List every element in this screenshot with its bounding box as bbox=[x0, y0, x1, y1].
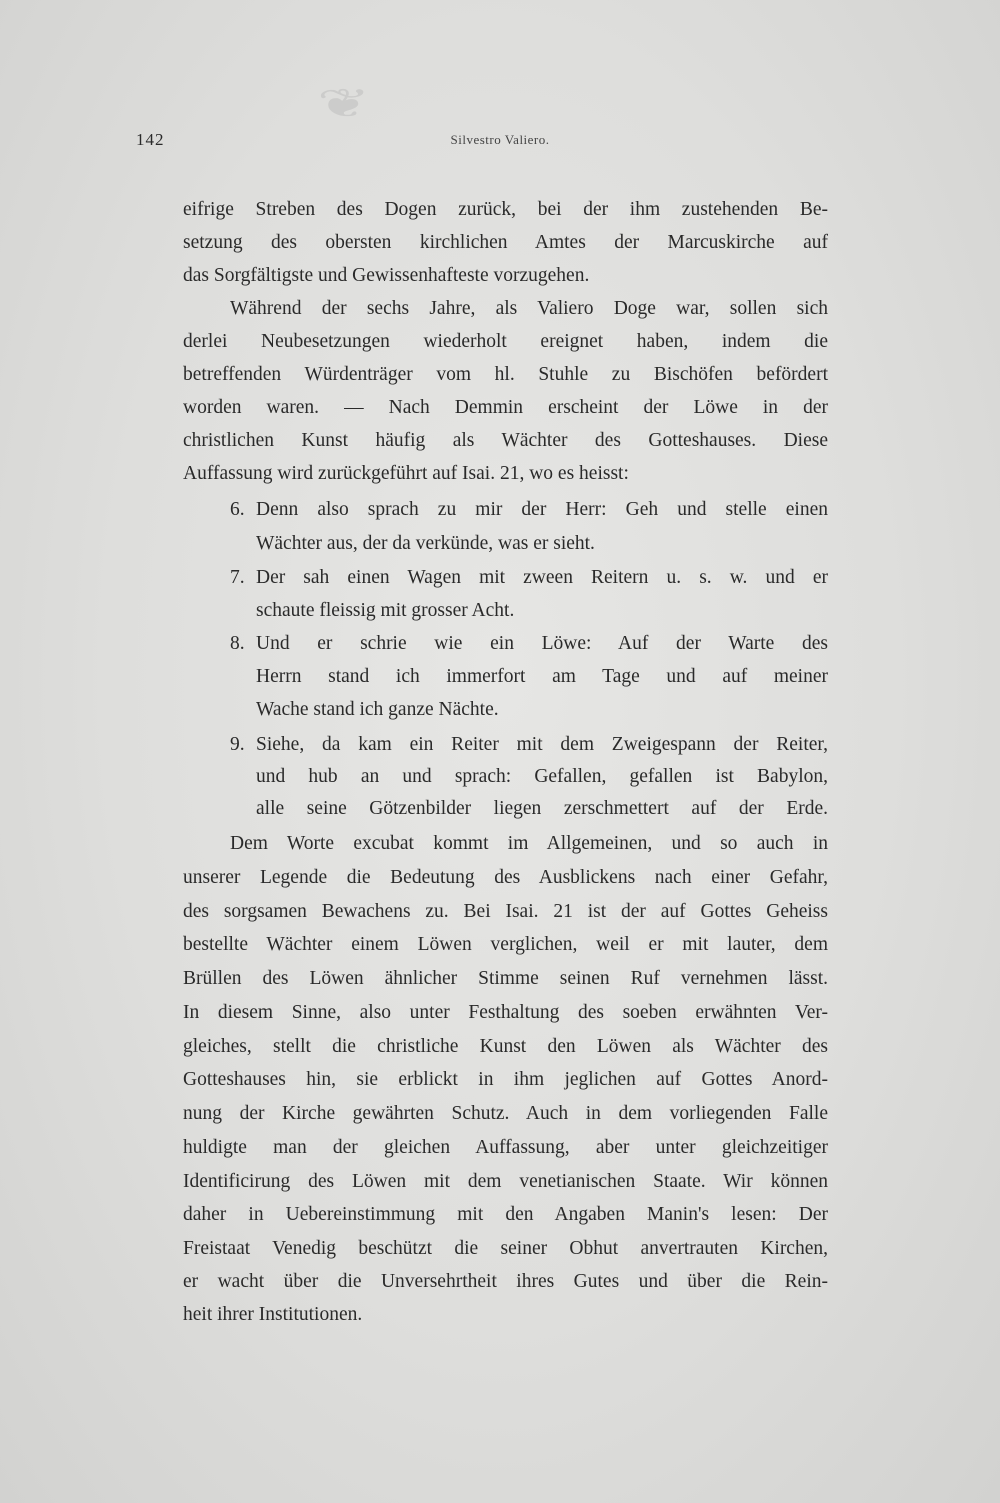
text-line: unserer Legende die Bedeutung des Ausblickens nach einer Gefahr, bbox=[183, 867, 828, 888]
quote-line: Wächter aus, der da verkünde, was er sieht. bbox=[256, 533, 595, 554]
quote-line: und hub an und sprach: Gefallen, gefallen ist Babylon, bbox=[256, 766, 828, 787]
text-line: bestellte Wächter einem Löwen verglichen, weil er mit lauter, dem bbox=[183, 934, 828, 955]
text-line: Identificirung des Löwen mit dem venetianischen Staate. Wir können bbox=[183, 1171, 828, 1192]
verse-number: 7. bbox=[230, 567, 245, 588]
quote-line: Siehe, da kam ein Reiter mit dem Zweigespann der Reiter, bbox=[256, 734, 828, 755]
text-line: das Sorgfältigste und Gewissenhafteste vorzugehen. bbox=[183, 265, 590, 286]
text-line: Auffassung wird zurückgeführt auf Isai. 21, wo es heisst: bbox=[183, 463, 629, 484]
show-through-ornament: ❦ bbox=[317, 81, 371, 126]
verse-number: 8. bbox=[230, 633, 245, 654]
quote-line: Der sah einen Wagen mit zween Reitern u. s. w. und er bbox=[256, 567, 828, 588]
text-line: Gotteshauses hin, sie erblickt in ihm jeglichen auf Gottes Anord- bbox=[183, 1069, 828, 1090]
text-line: In diesem Sinne, also unter Festhaltung des soeben erwähnten Ver- bbox=[183, 1002, 828, 1023]
running-title: Silvestro Valiero. bbox=[450, 132, 550, 147]
text-line: betreffenden Würdenträger vom hl. Stuhle zu Bischöfen befördert bbox=[183, 364, 828, 385]
quote-line: Denn also sprach zu mir der Herr: Geh und stelle einen bbox=[256, 499, 828, 520]
text-line: er wacht über die Unversehrtheit ihres Gutes und über die Rein- bbox=[183, 1271, 828, 1292]
text-line: Brüllen des Löwen ähnlicher Stimme seinen Ruf vernehmen lässt. bbox=[183, 968, 828, 989]
verse-number: 9. bbox=[230, 734, 245, 755]
text-line: nung der Kirche gewährten Schutz. Auch in dem vorliegenden Falle bbox=[183, 1103, 828, 1124]
quote-line: Wache stand ich ganze Nächte. bbox=[256, 699, 499, 720]
verse-number: 6. bbox=[230, 499, 245, 520]
text-line: christlichen Kunst häufig als Wächter des Gotteshauses. Diese bbox=[183, 430, 828, 451]
page-header bbox=[0, 130, 1000, 154]
text-line: des sorgsamen Bewachens zu. Bei Isai. 21 ist der auf Gottes Geheiss bbox=[183, 901, 828, 922]
quote-line: Herrn stand ich immerfort am Tage und auf meiner bbox=[256, 666, 828, 687]
quote-line: Und er schrie wie ein Löwe: Auf der Warte des bbox=[256, 633, 828, 654]
page-number: 142 bbox=[136, 130, 165, 149]
quote-line: alle seine Götzenbilder liegen zerschmettert auf der Erde. bbox=[256, 798, 828, 819]
text-line: eifrige Streben des Dogen zurück, bei der ihm zustehenden Be- bbox=[183, 199, 828, 220]
text-line: huldigte man der gleichen Auffassung, aber unter gleichzeitiger bbox=[183, 1137, 828, 1158]
text-line: worden waren. — Nach Demmin erscheint der Löwe in der bbox=[183, 397, 828, 418]
quote-line: schaute fleissig mit grosser Acht. bbox=[256, 600, 515, 621]
text-line: Dem Worte excubat kommt im Allgemeinen, und so auch in bbox=[230, 833, 828, 854]
text-line: Während der sechs Jahre, als Valiero Doge war, sollen sich bbox=[230, 298, 828, 319]
text-line: gleiches, stellt die christliche Kunst den Löwen als Wächter des bbox=[183, 1036, 828, 1057]
text-line: daher in Uebereinstimmung mit den Angaben Manin's lesen: Der bbox=[183, 1204, 828, 1225]
text-line: heit ihrer Institutionen. bbox=[183, 1304, 363, 1325]
text-line: derlei Neubesetzungen wiederholt ereignet haben, indem die bbox=[183, 331, 828, 352]
text-line: Freistaat Venedig beschützt die seiner Obhut anvertrauten Kirchen, bbox=[183, 1238, 828, 1259]
text-line: setzung des obersten kirchlichen Amtes der Marcuskirche auf bbox=[183, 232, 828, 253]
